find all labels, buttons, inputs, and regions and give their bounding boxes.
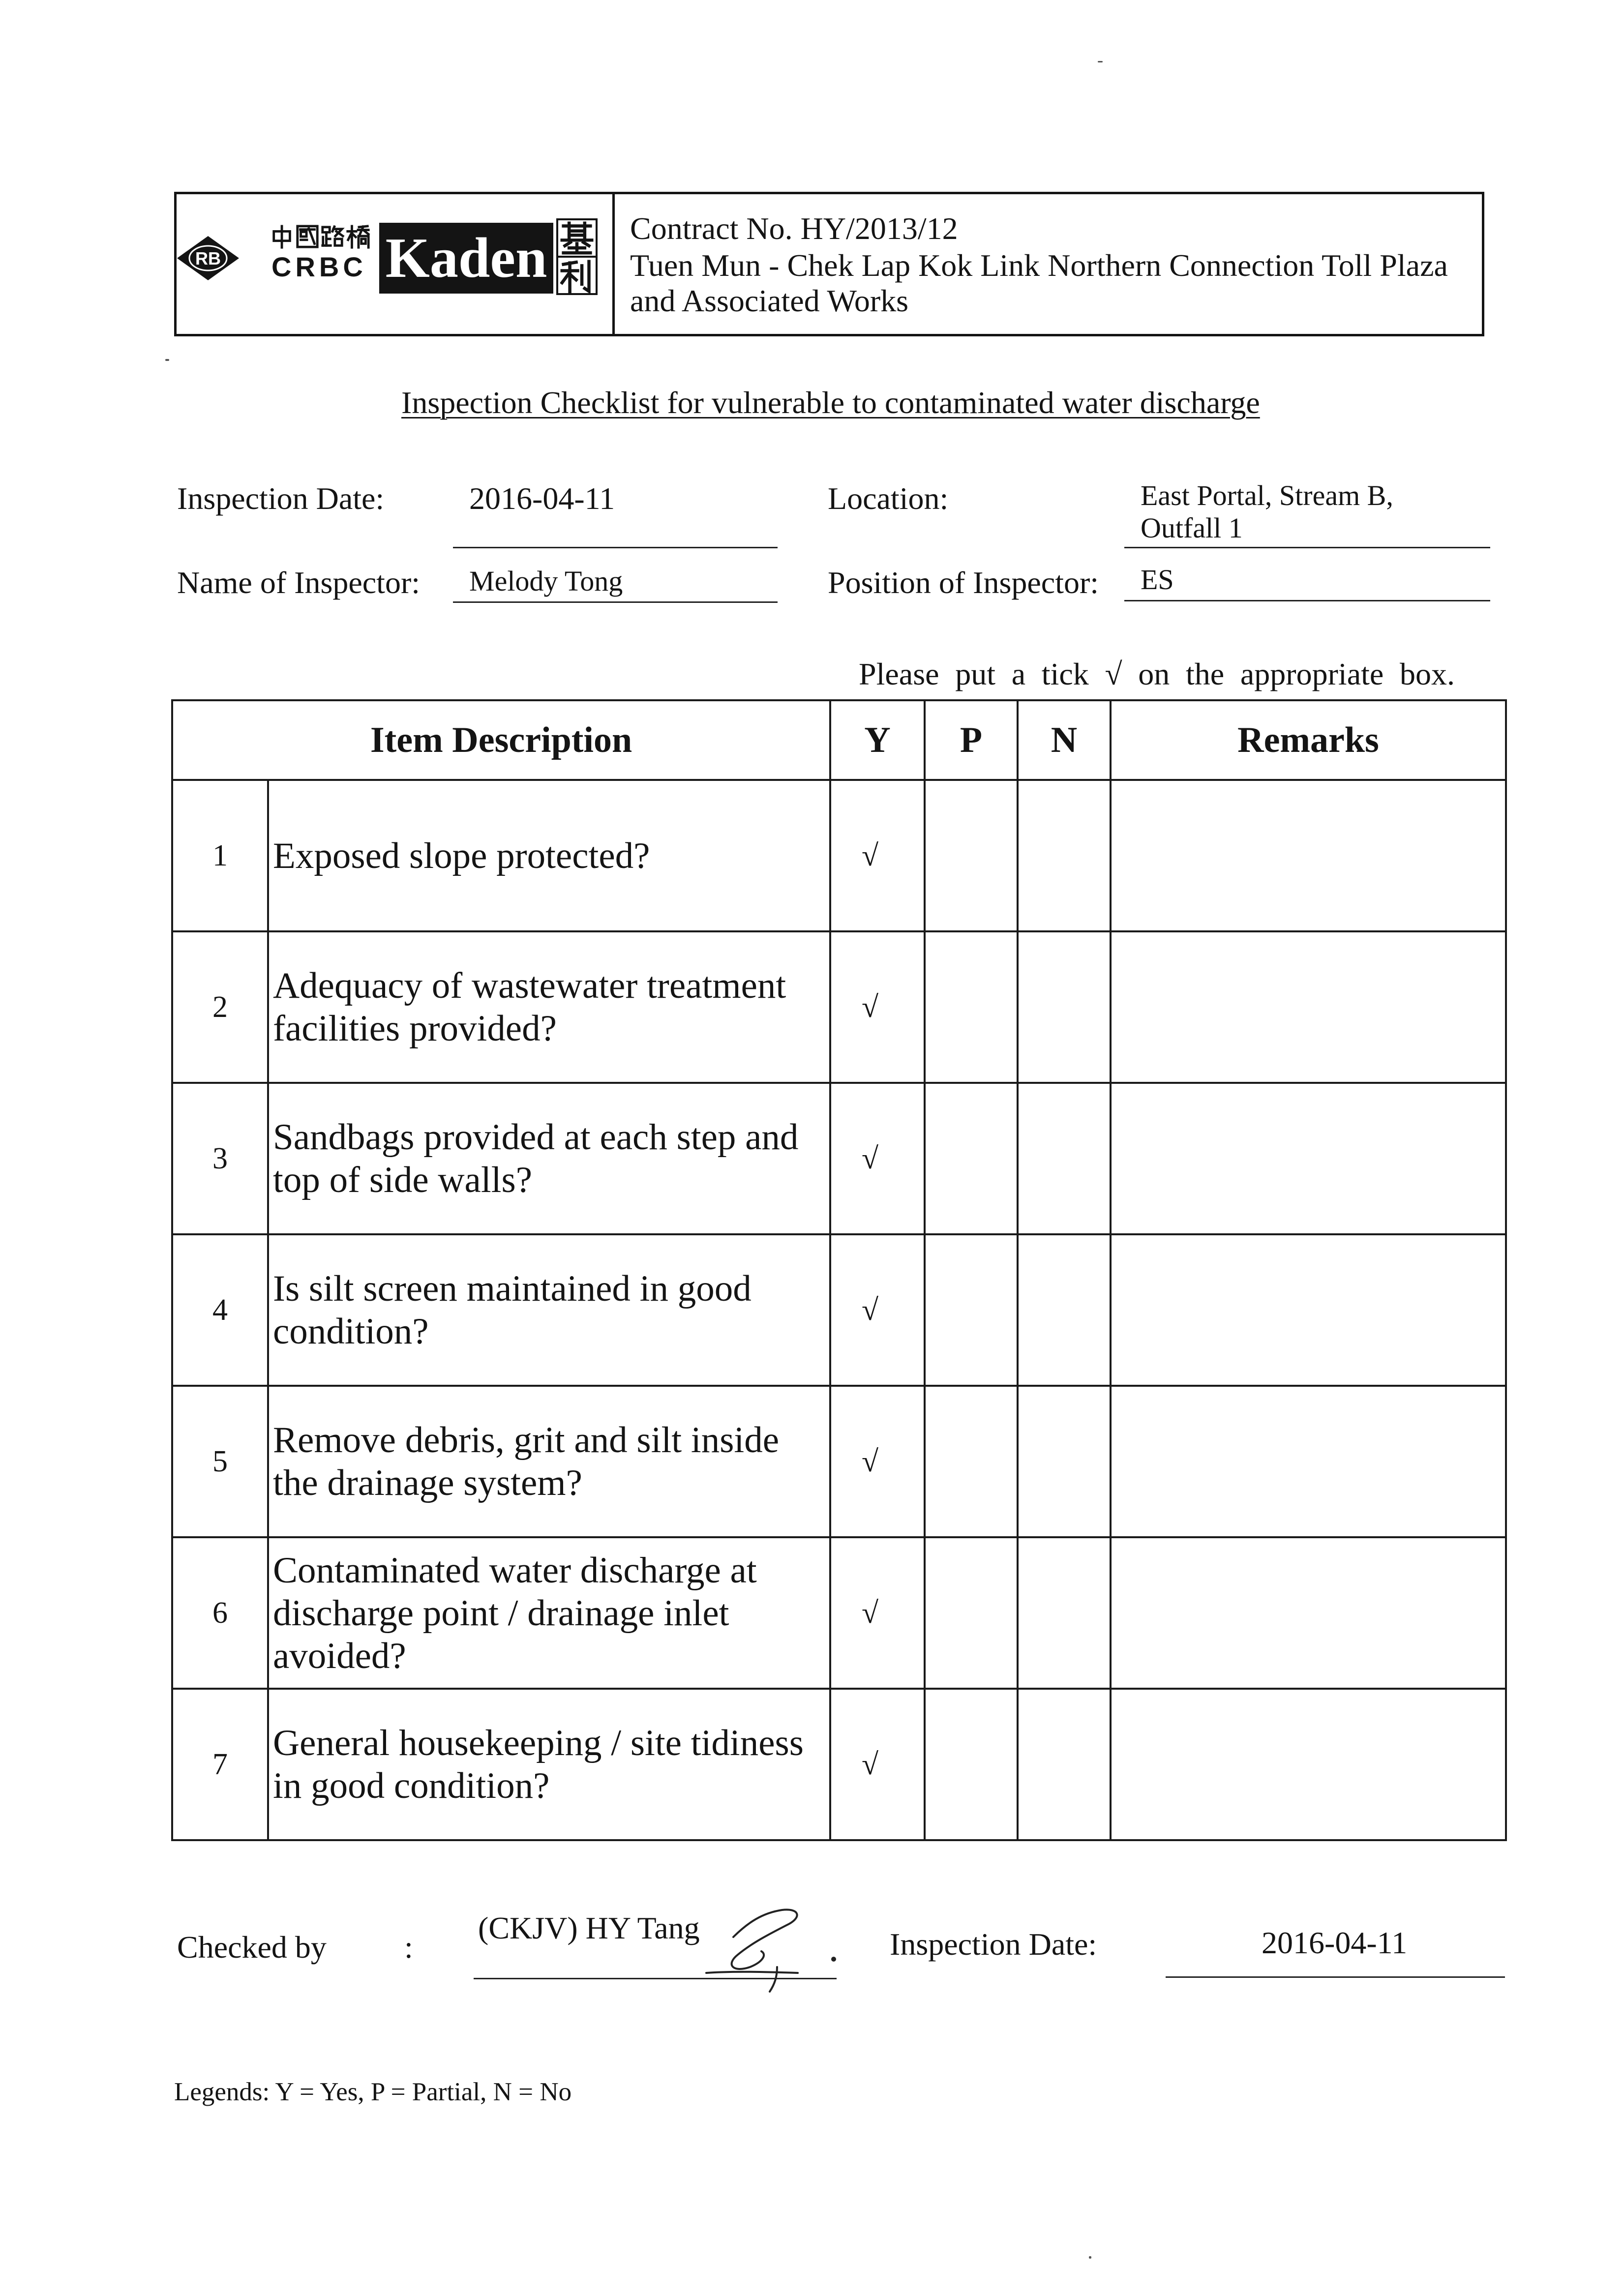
check-partial-cell: [925, 1537, 1018, 1689]
legend: Legends: Y = Yes, P = Partial, N = No: [174, 2078, 572, 2106]
inspector-name-value: Melody Tong: [469, 565, 623, 597]
inspector-name-underline: [453, 601, 778, 603]
table-row: [172, 1234, 1506, 1386]
location-underline: [1124, 547, 1490, 548]
table-row: [172, 1083, 1506, 1234]
header-partial: P: [925, 700, 1018, 780]
row-number: 7: [172, 1689, 268, 1840]
crbc-logo-text: CRBC: [271, 251, 367, 282]
item-description: Adequacy of wastewater treatment facilities provided?: [268, 931, 830, 1083]
row-number: 2: [172, 931, 268, 1083]
inspector-position-label: Position of Inspector:: [828, 565, 1099, 600]
tick-instruction: Please put a tick √ on the appropriate box.: [859, 656, 1455, 691]
check-yes-cell: [830, 931, 925, 1083]
location-label: Location:: [828, 481, 949, 516]
kaden-chinese-separator: [558, 256, 596, 258]
check-no-cell: [1018, 1083, 1111, 1234]
item-description: Contaminated water discharge at discharge point / drainage inlet avoided?: [268, 1537, 830, 1689]
checked-date-value: 2016-04-11: [1262, 1925, 1408, 1960]
item-description: Sandbags provided at each step and top of side walls?: [268, 1083, 830, 1234]
remarks-cell: [1111, 1234, 1506, 1386]
check-yes-cell: [830, 1083, 925, 1234]
checker-name: (CKJV) HY Tang: [478, 1910, 700, 1945]
page-title: Inspection Checklist for vulnerable to contaminated water discharge: [401, 385, 1260, 420]
row-number: 4: [172, 1234, 268, 1386]
tick-mark: √: [861, 838, 879, 872]
table-row: [172, 780, 1506, 931]
kaden-chinese-logotype: [556, 218, 598, 295]
header-remarks: Remarks: [1111, 700, 1506, 780]
scan-speck: [1098, 61, 1103, 62]
tick-mark: √: [861, 1444, 879, 1478]
item-description: Remove debris, grit and silt inside the drainage system?: [268, 1386, 830, 1537]
check-partial-cell: [925, 1689, 1018, 1840]
tick-mark: √: [861, 1141, 879, 1175]
check-partial-cell: [925, 931, 1018, 1083]
contract-number: Contract No. HY/2013/12: [630, 211, 958, 246]
header-divider: [612, 194, 615, 334]
kaden-ji-glyph: [559, 220, 595, 256]
check-no-cell: [1018, 931, 1111, 1083]
check-no-cell: [1018, 1689, 1111, 1840]
kaden-logo: Kaden: [379, 223, 553, 294]
tick-mark: √: [861, 1293, 879, 1327]
header-no: N: [1018, 700, 1111, 780]
tick-mark: √: [861, 1596, 879, 1630]
checked-date-label: Inspection Date:: [890, 1927, 1097, 1962]
inspector-position-underline: [1124, 600, 1490, 601]
check-yes-cell: [830, 1689, 925, 1840]
remarks-cell: [1111, 1537, 1506, 1689]
inspection-date-underline: [453, 547, 778, 548]
location-value: East Portal, Stream B, Outfall 1: [1141, 479, 1393, 544]
check-partial-cell: [925, 1234, 1018, 1386]
header-item-description: Item Description: [172, 700, 830, 780]
checked-by-label: Checked by: [177, 1930, 327, 1965]
checked-date-underline: [1166, 1976, 1505, 1978]
row-number: 1: [172, 780, 268, 931]
remarks-cell: [1111, 1083, 1506, 1234]
table-row: [172, 1386, 1506, 1537]
check-no-cell: [1018, 1234, 1111, 1386]
contract-title-line-1: Tuen Mun - Chek Lap Kok Link Northern Connection Toll Plaza: [630, 248, 1448, 283]
contract-title-line-2: and Associated Works: [630, 283, 909, 318]
table-header-row: [172, 700, 1506, 780]
check-yes-cell: [830, 780, 925, 931]
row-number: 5: [172, 1386, 268, 1537]
rb-badge-icon: [177, 236, 239, 280]
tick-mark: √: [861, 990, 879, 1024]
scan-speck: [1089, 2256, 1091, 2259]
row-number: 3: [172, 1083, 268, 1234]
header-yes: Y: [830, 700, 925, 780]
check-yes-cell: [830, 1234, 925, 1386]
check-yes-cell: [830, 1386, 925, 1537]
checklist-table: [171, 699, 1507, 1841]
tick-mark: √: [861, 1747, 879, 1781]
check-no-cell: [1018, 780, 1111, 931]
check-partial-cell: [925, 1386, 1018, 1537]
inspector-position-value: ES: [1141, 564, 1174, 596]
item-description: General housekeeping / site tidiness in good condition?: [268, 1689, 830, 1840]
row-number: 6: [172, 1537, 268, 1689]
table-row: [172, 931, 1506, 1083]
item-description: Exposed slope protected?: [268, 780, 830, 931]
crbc-chinese-logotype: [270, 224, 370, 250]
table-row: [172, 1537, 1506, 1689]
kaden-li-glyph: [559, 259, 595, 294]
inspection-date-value: 2016-04-11: [469, 481, 615, 516]
scan-speck: [165, 359, 169, 361]
remarks-cell: [1111, 780, 1506, 931]
inspector-name-label: Name of Inspector:: [177, 565, 421, 600]
item-description: Is silt screen maintained in good condition?: [268, 1234, 830, 1386]
remarks-cell: [1111, 931, 1506, 1083]
checked-by-colon: :: [404, 1930, 413, 1965]
inspection-date-label: Inspection Date:: [177, 481, 385, 516]
remarks-cell: [1111, 1689, 1506, 1840]
table-row: [172, 1689, 1506, 1840]
checked-by-underline: [474, 1978, 837, 1979]
remarks-cell: [1111, 1386, 1506, 1537]
handwritten-signature: [703, 1893, 841, 1997]
check-no-cell: [1018, 1386, 1111, 1537]
check-partial-cell: [925, 1083, 1018, 1234]
rb-badge-label: RB: [195, 248, 221, 268]
check-partial-cell: [925, 780, 1018, 931]
check-no-cell: [1018, 1537, 1111, 1689]
check-yes-cell: [830, 1537, 925, 1689]
